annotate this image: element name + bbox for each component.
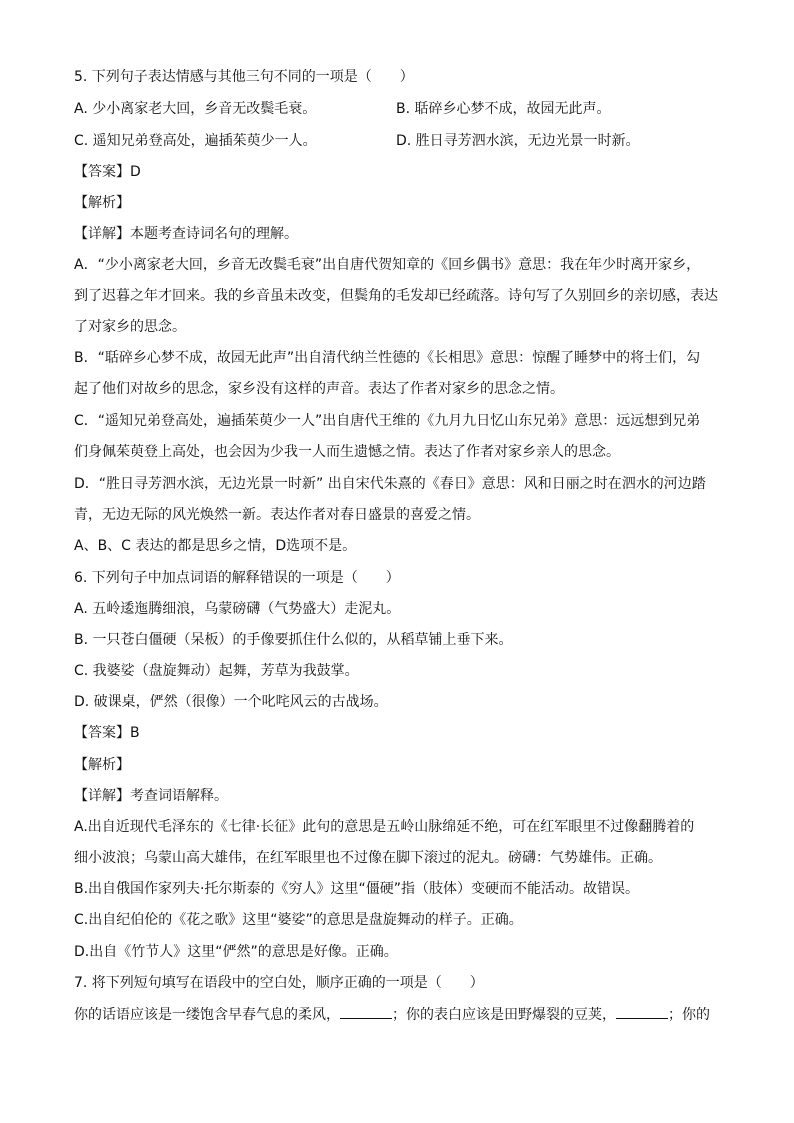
q5-detail: 【详解】本题考查诗词名句的理解。 (74, 226, 298, 242)
q5-explain-a-2: 到了迟暮之年才回来。我的乡音虽未改变，但鬓角的毛发却已经疏落。诗句写了久别回乡的亲切感，表达 (74, 288, 718, 304)
q5-explain-c-1: C．“遥知兄弟登高处，遍插茱萸少一人”出自唐代王维的《九月九日忆山东兄弟》意思：远远想到兄弟 (74, 413, 701, 429)
q7-text-1: 你的话语应该是一缕饱含早春气息的柔风， (74, 1007, 340, 1023)
q5-explain-b-2: 起了他们对故乡的思念，家乡没有这样的声音。表达了作者对家乡的思念之情。 (74, 381, 564, 397)
q5-explain-a-1: A．“少小离家老大回，乡音无改鬓毛衰”出自唐代贺知章的《回乡偶书》意思：我在年少时离开家乡， (74, 257, 701, 273)
q5-explain-b-1: B．“聒碎乡心梦不成，故园无此声”出自清代纳兰性德的《长相思》意思：惊醒了睡梦中的将士们，勾 (74, 350, 701, 366)
q5-option-b: B. 聒碎乡心梦不成，故园无此声。 (396, 101, 611, 117)
q6-explain-d: D.出自《竹节人》这里“俨然”的意思是好像。正确。 (74, 944, 398, 960)
q6-detail: 【详解】考查词语解释。 (74, 788, 228, 804)
q5-analysis-label: 【解析】 (74, 195, 130, 211)
q6-analysis-label: 【解析】 (74, 757, 130, 773)
q6-option-c: C. 我婆娑（盘旋舞动）起舞，芳草为我鼓掌。 (74, 663, 359, 679)
q6-explain-c: C.出自纪伯伦的《花之歌》这里“婆娑”的意思是盘旋舞动的样子。正确。 (74, 912, 523, 928)
q5-explain-a-3: 了对家乡的思念。 (74, 319, 186, 335)
q5-summary: A、B、C 表达的都是思乡之情，D选项不是。 (74, 538, 357, 554)
q6-answer: 【答案】B (74, 725, 140, 741)
q6-option-d: D. 破课桌，俨然（很像）一个叱咤风云的古战场。 (74, 694, 388, 710)
q6-explain-a-1: A.出自近现代毛泽东的《七律·长征》此句的意思是五岭山脉绵延不绝，可在红军眼里不过像翻腾着的 (74, 819, 695, 835)
q6-explain-b: B.出自俄国作家列夫·托尔斯泰的《穷人》这里“僵硬”指（肢体）变硬而不能活动。故错误。 (74, 881, 640, 897)
q6-option-b: B. 一只苍白僵硬（呆板）的手像要抓住什么似的，从稻草铺上垂下来。 (74, 632, 513, 648)
q5-explain-d-1: D．“胜日寻芳泗水滨，无边光景一时新” 出自宋代朱熹的《春日》意思：风和日丽之时在泗水的河边踏 (74, 476, 706, 492)
q6-title: 6. 下列句子中加点词语的解释错误的一项是（ ） (74, 570, 400, 586)
q5-option-d: D. 胜日寻芳泗水滨，无边光景一时新。 (396, 133, 640, 149)
q6-explain-a-2: 细小波浪；乌蒙山高大雄伟，在红军眼里也不过像在脚下滚过的泥丸。磅礴：气势雄伟。正确。 (74, 850, 662, 866)
q7-text-3: ；你的 (668, 1007, 710, 1023)
q5-option-c: C. 遥知兄弟登高处，遍插茱萸少一人。 (74, 133, 317, 149)
q5-explain-c-2: 们身佩茱萸登上高处，也会因为少我一人而生遗憾之情。表达了作者对家乡亲人的思念。 (74, 444, 620, 460)
q5-answer: 【答案】D (74, 164, 141, 180)
q7-text-2: ；你的表白应该是田野爆裂的豆荚， (392, 1007, 616, 1023)
q7-blank-1 (340, 1005, 392, 1019)
q6-option-a: A. 五岭逶迤腾细浪，乌蒙磅礴（气势盛大）走泥丸。 (74, 601, 401, 617)
q5-option-a: A. 少小离家老大回，乡音无改鬓毛衰。 (74, 101, 317, 117)
q7-title: 7. 将下列短句填写在语段中的空白处，顺序正确的一项是（ ） (74, 975, 484, 991)
q5-title: 5. 下列句子表达情感与其他三句不同的一项是（ ） (74, 69, 414, 85)
q7-blank-2 (616, 1005, 668, 1019)
q7-passage (74, 1005, 724, 1024)
q5-explain-d-2: 青，无边无际的风光焕然一新。表达作者对春日盛景的喜爱之情。 (74, 507, 480, 523)
